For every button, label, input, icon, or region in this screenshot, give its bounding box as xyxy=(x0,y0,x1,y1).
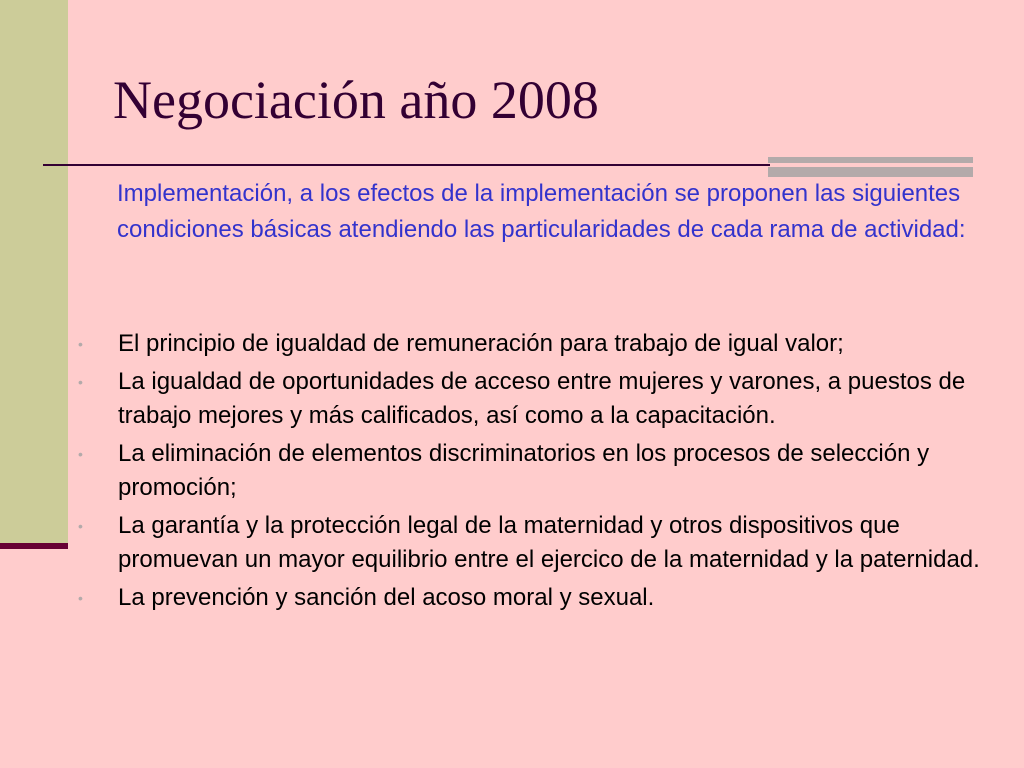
title-divider-accent-top xyxy=(768,157,973,163)
list-item xyxy=(78,509,998,577)
bullet-icon: • xyxy=(78,374,83,390)
list-item-text: La garantía y la protección legal de la maternidad y otros dispositivos que promuevan un mayor equilibrio entre el ejercico de la maternidad y la paternidad. xyxy=(118,512,980,573)
bullet-icon: • xyxy=(78,336,83,352)
title-divider xyxy=(43,164,770,166)
slide-title: Negociación año 2008 xyxy=(113,70,599,130)
bullet-icon: • xyxy=(78,590,83,606)
bullet-icon: • xyxy=(78,446,83,462)
side-decoration-accent xyxy=(0,543,68,549)
list-item xyxy=(78,437,998,505)
list-item xyxy=(78,581,998,615)
list-item xyxy=(78,365,998,433)
bullet-icon: • xyxy=(78,518,83,534)
list-item xyxy=(78,327,998,361)
bullet-list xyxy=(78,327,998,619)
list-item-text: La eliminación de elementos discriminatorios en los procesos de selección y promoción; xyxy=(118,440,930,501)
side-decoration-bar xyxy=(0,0,68,548)
list-item-text: La prevención y sanción del acoso moral y sexual. xyxy=(118,584,655,611)
list-item-text: El principio de igualdad de remuneración para trabajo de igual valor; xyxy=(118,330,844,357)
intro-paragraph: Implementación, a los efectos de la implementación se proponen las siguientes condiciones básicas atendiendo las particularidades de cada rama de actividad: xyxy=(117,180,966,243)
list-item-text: La igualdad de oportunidades de acceso entre mujeres y varones, a puestos de trabajo mejores y más calificados, así como a la capacitación. xyxy=(118,368,966,429)
